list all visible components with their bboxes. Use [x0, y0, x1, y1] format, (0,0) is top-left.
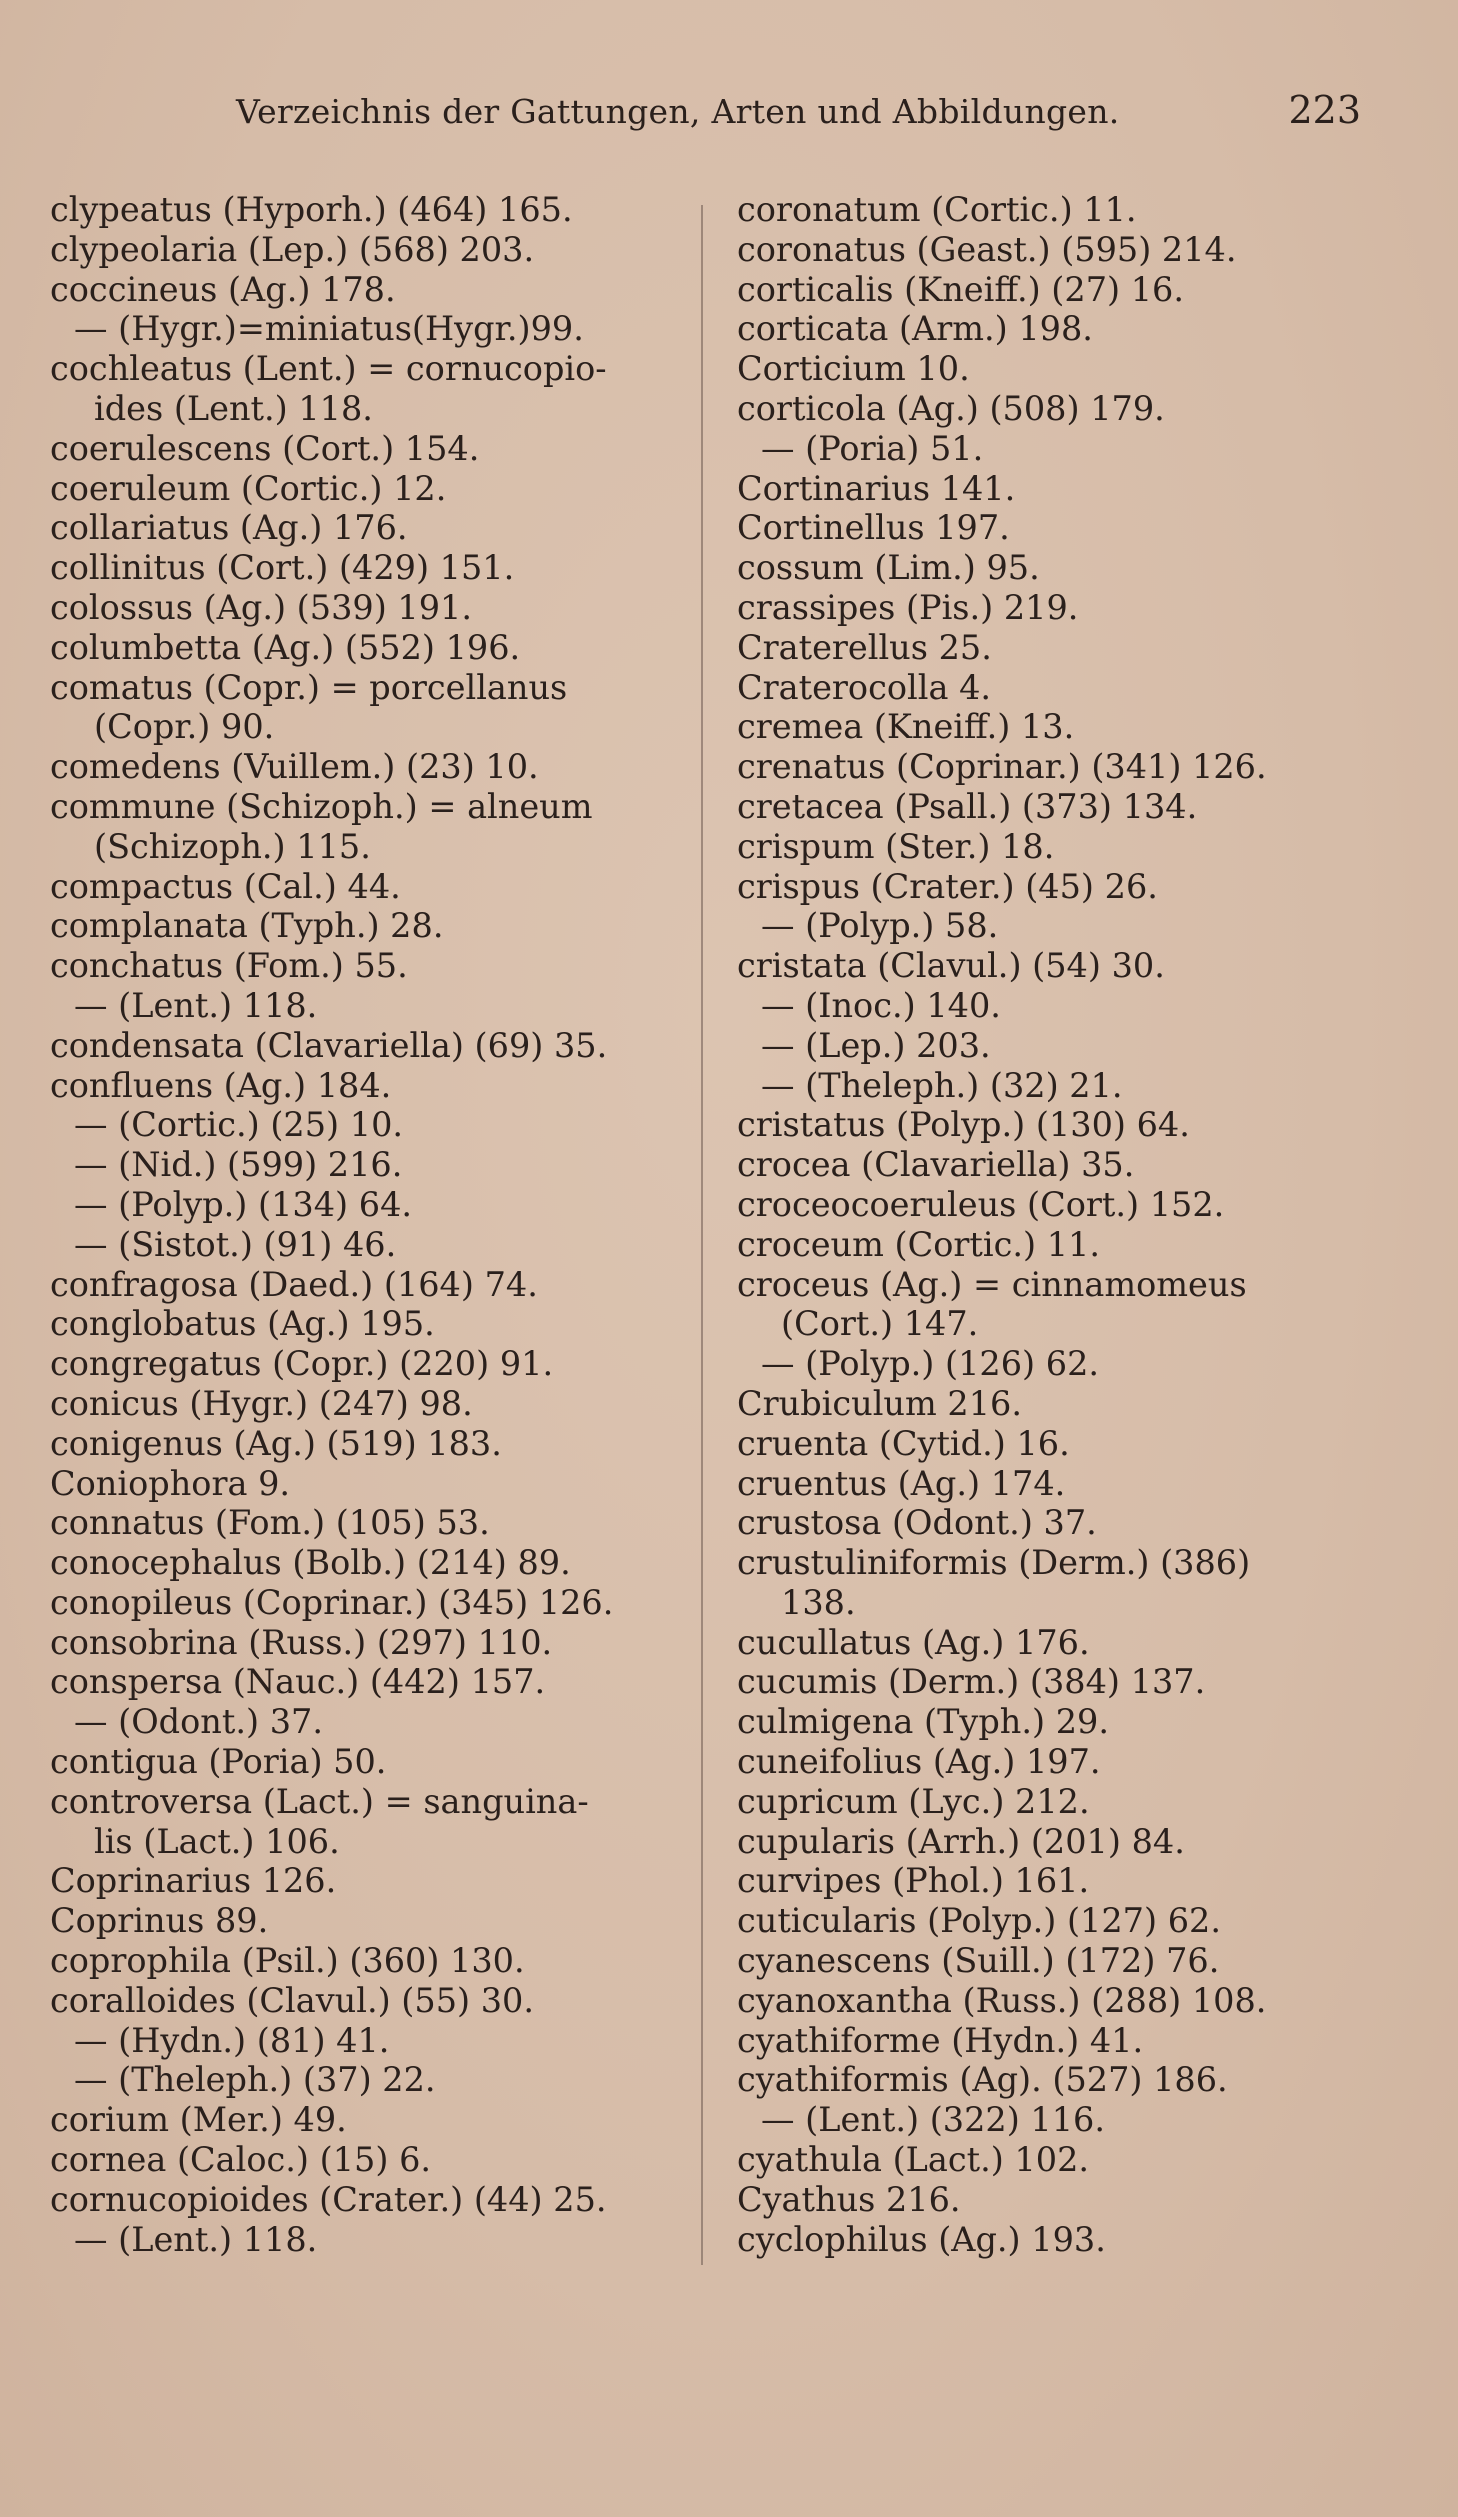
- running-header: [236, 88, 1361, 140]
- index-entry: crustosa (Odont.) 37.: [737, 1503, 1097, 1543]
- index-entry: — (Theleph.) (37) 22.: [74, 2060, 436, 2100]
- index-entry: Craterocolla 4.: [737, 667, 992, 707]
- index-entry: coprophila (Psil.) (360) 130.: [50, 1941, 525, 1981]
- index-entry-continuation: (Schizoph.) 115.: [94, 826, 371, 866]
- index-entry: crenatus (Coprinar.) (341) 126.: [737, 747, 1267, 787]
- index-entry: collariatus (Ag.) 176.: [50, 508, 408, 548]
- index-entry: crassipes (Pis.) 219.: [737, 587, 1079, 627]
- index-entry: crispum (Ster.) 18.: [737, 826, 1055, 866]
- index-entry: coronatum (Cortic.) 11.: [737, 190, 1137, 229]
- index-entry: complanata (Typh.) 28.: [50, 906, 444, 946]
- index-entry: crustuliniformis (Derm.) (386): [737, 1543, 1251, 1583]
- index-entry: — (Cortic.) (25) 10.: [74, 1105, 404, 1145]
- index-entry: cossum (Lim.) 95.: [737, 548, 1040, 588]
- index-entry: cyanoxantha (Russ.) (288) 108.: [737, 1980, 1267, 2020]
- index-entry: condensata (Clavariella) (69) 35.: [50, 1025, 608, 1065]
- index-entry: commune (Schizoph.) = alneum: [50, 786, 593, 826]
- index-entry: cuneifolius (Ag.) 197.: [737, 1742, 1101, 1782]
- index-entry: cruenta (Cytid.) 16.: [737, 1423, 1070, 1463]
- index-entry: consobrina (Russ.) (297) 110.: [50, 1622, 553, 1662]
- index-entry: Corticium 10.: [737, 349, 970, 389]
- index-entry: cuticularis (Polyp.) (127) 62.: [737, 1901, 1221, 1941]
- index-entry: culmigena (Typh.) 29.: [737, 1702, 1110, 1742]
- index-entry: colossus (Ag.) (539) 191.: [50, 587, 473, 627]
- index-entry: columbetta (Ag.) (552) 196.: [50, 627, 521, 667]
- index-entry: — (Lent.) 118.: [74, 2219, 318, 2259]
- index-entry: Coniophora 9.: [50, 1463, 291, 1503]
- index-entry: cornea (Caloc.) (15) 6.: [50, 2140, 432, 2180]
- index-entry: cyanescens (Suill.) (172) 76.: [737, 1941, 1220, 1981]
- header-title: Verzeichnis der Gattungen, Arten und Abbildungen.: [236, 92, 1120, 131]
- index-entry: croceocoeruleus (Cort.) 152.: [737, 1184, 1225, 1224]
- index-entry: Craterellus 25.: [737, 627, 992, 667]
- index-entry: cyathiforme (Hydn.) 41.: [737, 2020, 1144, 2060]
- index-entry: conchatus (Fom.) 55.: [50, 946, 408, 986]
- index-entry: coccineus (Ag.) 178.: [50, 269, 396, 309]
- index-entry: — (Hygr.)=miniatus(Hygr.)99.: [74, 309, 584, 349]
- index-entry: cupricum (Lyc.) 212.: [737, 1781, 1090, 1821]
- index-entry: connatus (Fom.) (105) 53.: [50, 1503, 490, 1543]
- index-entry: confluens (Ag.) 184.: [50, 1065, 392, 1105]
- page-number: 223: [1288, 88, 1361, 132]
- index-entry: cyathula (Lact.) 102.: [737, 2140, 1090, 2180]
- index-entry-continuation: lis (Lact.) 106.: [94, 1821, 340, 1861]
- index-entry: — (Lent.) 118.: [74, 985, 318, 1025]
- index-entry: conigenus (Ag.) (519) 183.: [50, 1423, 502, 1463]
- index-entry: — (Lent.) (322) 116.: [761, 2100, 1106, 2140]
- index-entry: cremea (Kneiff.) 13.: [737, 707, 1075, 747]
- index-column-right: [737, 190, 1363, 2259]
- index-entry: conocephalus (Bolb.) (214) 89.: [50, 1543, 571, 1583]
- index-entry-continuation: (Copr.) 90.: [94, 707, 275, 747]
- index-entry-continuation: 138.: [781, 1582, 856, 1622]
- index-entry: cornucopioides (Crater.) (44) 25.: [50, 2179, 607, 2219]
- index-entry: corticola (Ag.) (508) 179.: [737, 388, 1165, 428]
- index-entry: — (Odont.) 37.: [74, 1702, 323, 1742]
- index-entry: — (Sistot.) (91) 46.: [74, 1224, 397, 1264]
- index-entry: cyclophilus (Ag.) 193.: [737, 2219, 1106, 2259]
- index-entry: crispus (Crater.) (45) 26.: [737, 866, 1158, 906]
- index-entry: congregatus (Copr.) (220) 91.: [50, 1344, 554, 1384]
- column-divider: [701, 205, 703, 2265]
- index-entry: Cyathus 216.: [737, 2179, 961, 2219]
- index-entry: cupularis (Arrh.) (201) 84.: [737, 1821, 1185, 1861]
- index-entry: Coprinarius 126.: [50, 1861, 337, 1901]
- index-entry: Crubiculum 216.: [737, 1383, 1023, 1423]
- index-entry: conopileus (Coprinar.) (345) 126.: [50, 1582, 614, 1622]
- index-entry: cretacea (Psall.) (373) 134.: [737, 786, 1198, 826]
- index-entry: cucullatus (Ag.) 176.: [737, 1622, 1090, 1662]
- index-entry-continuation: (Cort.) 147.: [781, 1304, 979, 1344]
- index-entry: coeruleum (Cortic.) 12.: [50, 468, 447, 508]
- index-entry: croceum (Cortic.) 11.: [737, 1224, 1100, 1264]
- index-entry-continuation: ides (Lent.) 118.: [94, 388, 373, 428]
- index-entry: — (Theleph.) (32) 21.: [761, 1065, 1123, 1105]
- index-entry: controversa (Lact.) = sanguina-: [50, 1781, 589, 1821]
- index-entry: comatus (Copr.) = porcellanus: [50, 667, 568, 707]
- index-entry: coronatus (Geast.) (595) 214.: [737, 229, 1237, 269]
- index-column-left: [50, 190, 678, 2259]
- index-entry: contigua (Poria) 50.: [50, 1742, 387, 1782]
- index-entry: coralloides (Clavul.) (55) 30.: [50, 1980, 534, 2020]
- index-entry: cristata (Clavul.) (54) 30.: [737, 946, 1165, 986]
- index-entry: conglobatus (Ag.) 195.: [50, 1304, 435, 1344]
- index-entry: cyathiformis (Ag). (527) 186.: [737, 2060, 1228, 2100]
- index-entry: corticata (Arm.) 198.: [737, 309, 1093, 349]
- index-entry: Cortinarius 141.: [737, 468, 1016, 508]
- index-entry: cristatus (Polyp.) (130) 64.: [737, 1105, 1190, 1145]
- index-entry: — (Poria) 51.: [761, 428, 984, 468]
- index-entry: curvipes (Phol.) 161.: [737, 1861, 1090, 1901]
- index-entry: — (Polyp.) (126) 62.: [761, 1344, 1100, 1384]
- index-entry: corticalis (Kneiff.) (27) 16.: [737, 269, 1184, 309]
- index-entry: cochleatus (Lent.) = cornucopio-: [50, 349, 607, 389]
- index-entry: confragosa (Daed.) (164) 74.: [50, 1264, 538, 1304]
- index-entry: coerulescens (Cort.) 154.: [50, 428, 480, 468]
- index-entry: comedens (Vuillem.) (23) 10.: [50, 747, 539, 787]
- index-entry: clypeatus (Hyporh.) (464) 165.: [50, 190, 573, 229]
- index-entry: Cortinellus 197.: [737, 508, 1010, 548]
- index-entry: conicus (Hygr.) (247) 98.: [50, 1383, 473, 1423]
- index-entry: — (Lep.) 203.: [761, 1025, 991, 1065]
- index-entry: — (Polyp.) 58.: [761, 906, 999, 946]
- index-entry: conspersa (Nauc.) (442) 157.: [50, 1662, 546, 1702]
- index-entry: collinitus (Cort.) (429) 151.: [50, 548, 515, 588]
- index-entry: Coprinus 89.: [50, 1901, 269, 1941]
- index-entry: — (Nid.) (599) 216.: [74, 1145, 403, 1185]
- index-entry: cruentus (Ag.) 174.: [737, 1463, 1066, 1503]
- index-entry: crocea (Clavariella) 35.: [737, 1145, 1135, 1185]
- index-entry: — (Hydn.) (81) 41.: [74, 2020, 390, 2060]
- index-entry: — (Inoc.) 140.: [761, 985, 1001, 1025]
- index-entry: corium (Mer.) 49.: [50, 2100, 347, 2140]
- index-entry: — (Polyp.) (134) 64.: [74, 1184, 413, 1224]
- index-entry: croceus (Ag.) = cinnamomeus: [737, 1264, 1247, 1304]
- index-entry: clypeolaria (Lep.) (568) 203.: [50, 229, 535, 269]
- index-entry: cucumis (Derm.) (384) 137.: [737, 1662, 1206, 1702]
- index-entry: compactus (Cal.) 44.: [50, 866, 401, 906]
